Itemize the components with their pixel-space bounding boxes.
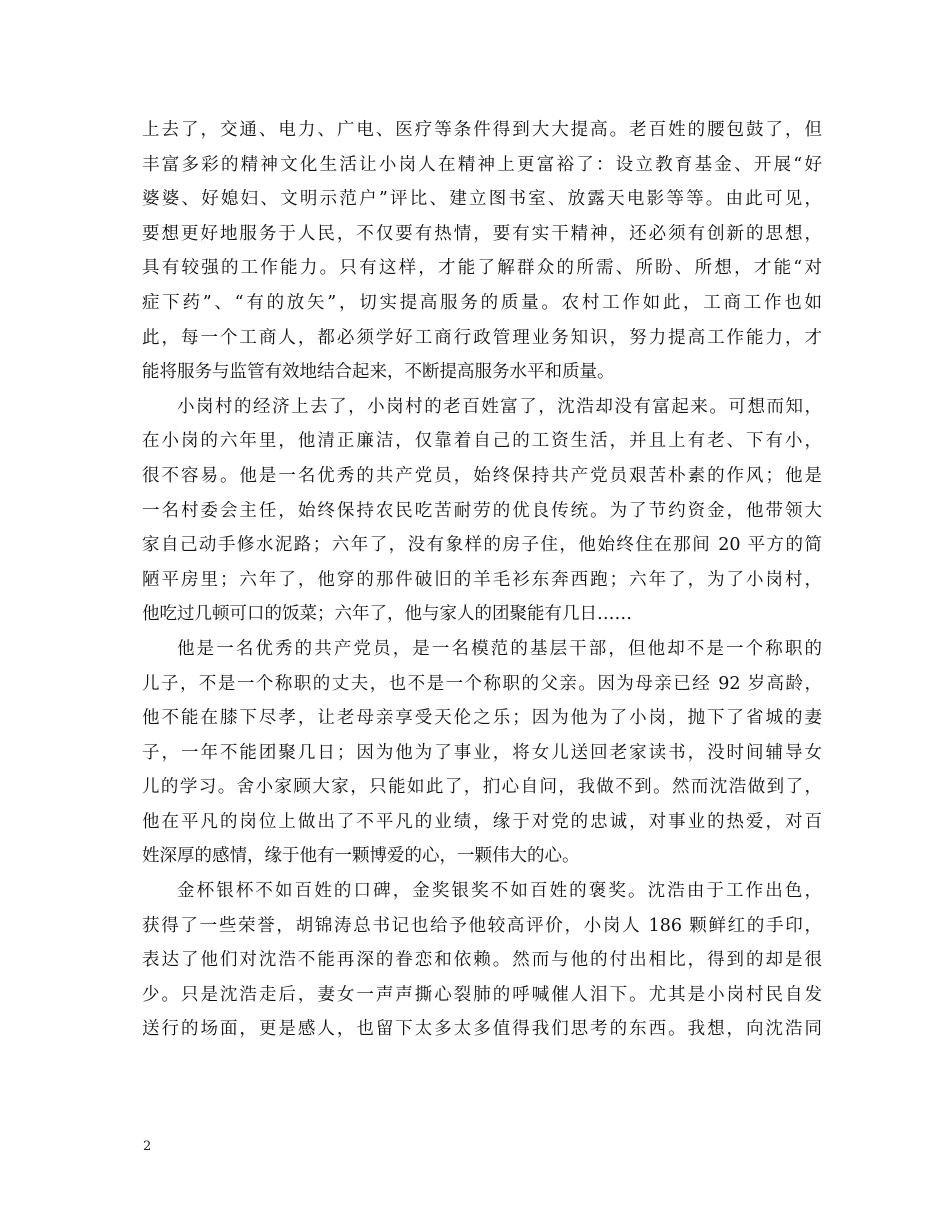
text-line: 姓深厚的感情，缘于他有一颗博爱的心，一颗伟大的心。 [142, 846, 580, 867]
paragraph-first-line: 小岗村的经济上去了，小岗村的老百姓富了，沈浩却没有富起来。可想而知， [177, 396, 822, 417]
text-line: 送行的场面，更是感人，也留下太多太多值得我们思考的东西。我想，向沈浩同 [142, 1019, 822, 1040]
text-line: 儿子，不是一个称职的丈夫，也不是一个称职的父亲。因为母亲已经 92 岁高龄， [142, 673, 822, 694]
text-line: 在小岗的六年里，他清正廉洁，仅靠着自己的工资生活，并且上有老、下有小， [142, 431, 822, 452]
paragraph-first-line: 他是一名优秀的共产党员，是一名模范的基层干部，但他却不是一个称职的 [177, 638, 822, 659]
page-number: 2 [143, 1139, 152, 1154]
text-line: 能将服务与监管有效地结合起来，不断提高服务水平和质量。 [142, 362, 615, 383]
text-line: 具有较强的工作能力。只有这样，才能了解群众的所需、所盼、所想，才能“对 [142, 258, 822, 279]
text-line: 表达了他们对沈浩不能再深的眷恋和依赖。然而与他的付出相比，得到的却是很 [142, 950, 822, 971]
body-text [142, 113, 822, 1047]
text-line: 儿的学习。舍小家顾大家，只能如此了，扪心自问，我做不到。然而沈浩做到了， [142, 777, 822, 798]
text-line: 上去了，交通、电力、广电、医疗等条件得到大大提高。老百姓的腰包鼓了，但 [142, 120, 822, 140]
text-line: 一名村委会主任，始终保持农民吃苦耐劳的优良传统。为了节约资金，他带领大 [142, 500, 822, 521]
text-line: 他不能在膝下尽孝，让老母亲享受天伦之乐；因为他为了小岗，抛下了省城的妻 [142, 708, 822, 729]
text-line: 子，一年不能团聚几日；因为他为了事业，将女儿送回老家读书，没时间辅导女 [142, 742, 822, 763]
text-line: 获得了一些荣誉，胡锦涛总书记也给予他较高评价，小岗人 186 颗鲜红的手印， [142, 915, 822, 936]
text-line: 此，每一个工商人，都必须学好工商行政管理业务知识，努力提高工作能力，才 [142, 327, 822, 348]
text-line: 家自己动手修水泥路；六年了，没有象样的房子住，他始终住在那间 20 平方的简 [142, 535, 822, 556]
text-line: 婆婆、好媳妇、文明示范户”评比、建立图书室、放露天电影等等。由此可见， [142, 189, 822, 210]
text-line: 很不容易。他是一名优秀的共产党员，始终保持共产党员艰苦朴素的作风；他是 [142, 465, 822, 486]
text-line: 要想更好地服务于人民，不仅要有热情，要有实干精神，还必须有创新的思想， [142, 223, 822, 244]
text-line: 症下药”、“有的放矢”，切实提高服务的质量。农村工作如此，工商工作也如 [142, 292, 822, 313]
text-line: 他吃过几顿可口的饭菜；六年了，他与家人的团聚能有几日…… [142, 604, 632, 625]
text-line: 少。只是沈浩走后，妻女一声声撕心裂肺的呼喊催人泪下。尤其是小岗村民自发 [142, 984, 822, 1005]
text-line: 他在平凡的岗位上做出了不平凡的业绩，缘于对党的忠诚，对事业的热爱，对百 [142, 811, 822, 832]
paragraph-first-line: 金杯银杯不如百姓的口碑，金奖银奖不如百姓的褒奖。沈浩由于工作出色， [177, 881, 822, 902]
text-line: 丰富多彩的精神文化生活让小岗人在精神上更富裕了：设立教育基金、开展“好 [142, 154, 822, 175]
text-line: 陋平房里；六年了，他穿的那件破旧的羊毛衫东奔西跑；六年了，为了小岗村， [142, 569, 822, 590]
